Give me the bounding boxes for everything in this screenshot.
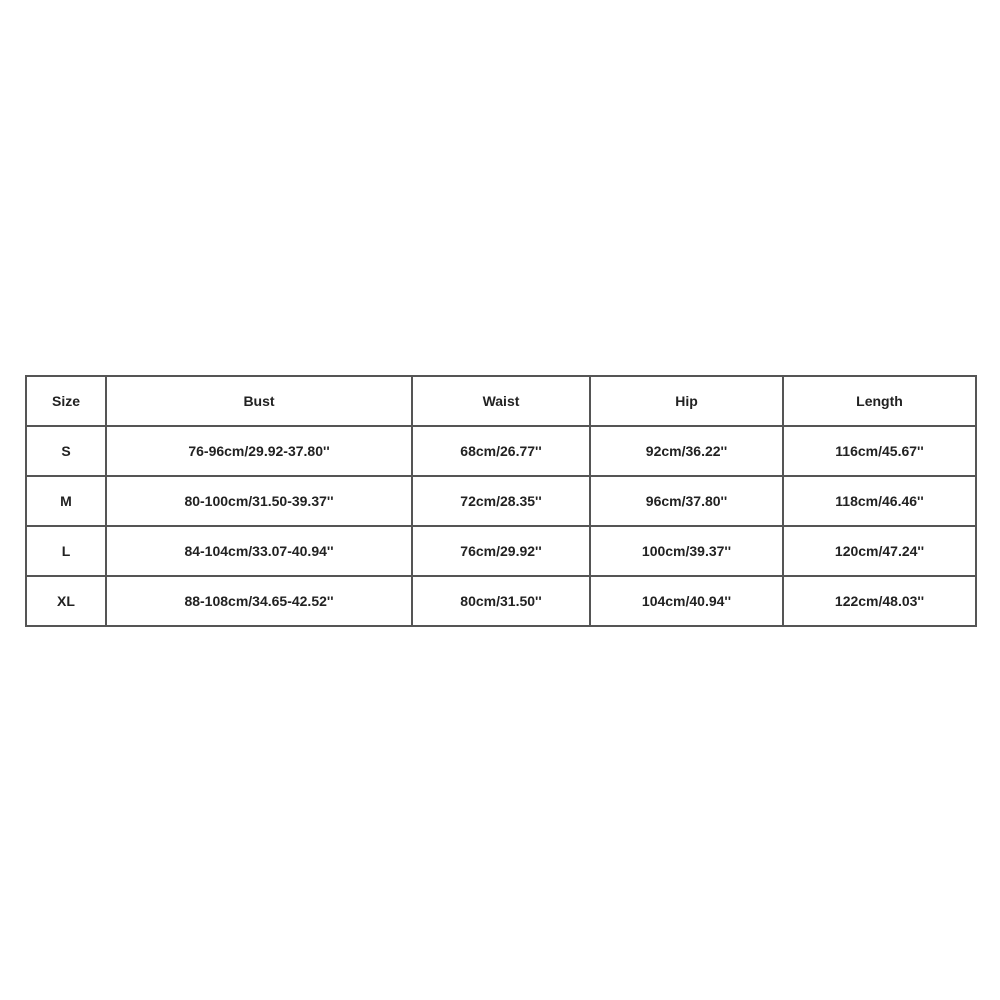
cell-size: S	[26, 426, 106, 476]
table-row	[26, 426, 976, 476]
cell-length: 120cm/47.24''	[783, 526, 976, 576]
table-header-row	[26, 376, 976, 426]
header-size: Size	[26, 376, 106, 426]
size-chart-table	[25, 375, 977, 627]
table-row	[26, 526, 976, 576]
cell-size: L	[26, 526, 106, 576]
table-row	[26, 476, 976, 526]
table-row	[26, 576, 976, 626]
cell-hip: 92cm/36.22''	[590, 426, 783, 476]
cell-size: M	[26, 476, 106, 526]
cell-hip: 104cm/40.94''	[590, 576, 783, 626]
header-waist: Waist	[412, 376, 590, 426]
cell-waist: 80cm/31.50''	[412, 576, 590, 626]
cell-waist: 76cm/29.92''	[412, 526, 590, 576]
header-length: Length	[783, 376, 976, 426]
cell-length: 116cm/45.67''	[783, 426, 976, 476]
cell-length: 122cm/48.03''	[783, 576, 976, 626]
cell-bust: 76-96cm/29.92-37.80''	[106, 426, 412, 476]
cell-hip: 96cm/37.80''	[590, 476, 783, 526]
cell-waist: 72cm/28.35''	[412, 476, 590, 526]
cell-bust: 80-100cm/31.50-39.37''	[106, 476, 412, 526]
header-hip: Hip	[590, 376, 783, 426]
header-bust: Bust	[106, 376, 412, 426]
cell-length: 118cm/46.46''	[783, 476, 976, 526]
cell-bust: 88-108cm/34.65-42.52''	[106, 576, 412, 626]
cell-waist: 68cm/26.77''	[412, 426, 590, 476]
cell-size: XL	[26, 576, 106, 626]
cell-hip: 100cm/39.37''	[590, 526, 783, 576]
cell-bust: 84-104cm/33.07-40.94''	[106, 526, 412, 576]
